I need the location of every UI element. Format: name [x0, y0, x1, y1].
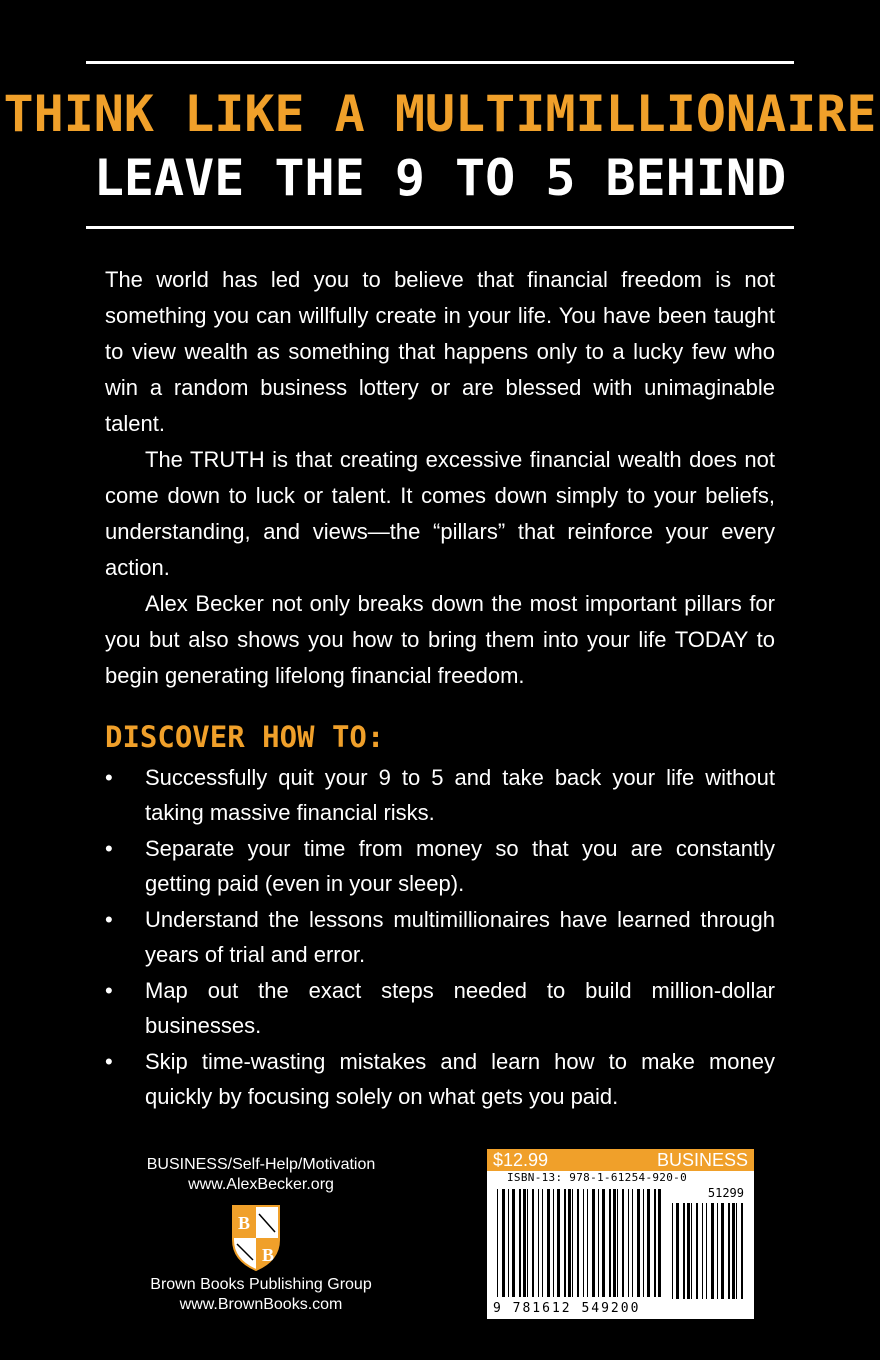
bullet-icon: •	[105, 1049, 113, 1074]
isbn-text: ISBN-13: 978-1-61254-920-0	[507, 1171, 687, 1184]
list-item-text: Understand the lessons multimillionaires have learned through years of trial and error.	[145, 907, 775, 967]
top-rule	[86, 61, 794, 64]
bottom-rule	[86, 226, 794, 229]
barcode-block	[487, 1149, 754, 1319]
list-item-text: Separate your time from money so that you are constantly getting paid (even in your sleep).	[145, 836, 775, 896]
imprint-top	[106, 1155, 416, 1195]
blurb-paragraph-3: Alex Becker not only breaks down the most important pillars for you but also shows you how to bring them into your life TODAY to begin generating lifelong financial freedom.	[105, 591, 775, 688]
logo-letter-bottom: B	[261, 1245, 275, 1265]
list-item-text: Successfully quit your 9 to 5 and take back your life without taking massive financial risks.	[145, 765, 775, 825]
list-item-text: Skip time-wasting mistakes and learn how to make money quickly by focusing solely on what gets you paid.	[145, 1049, 775, 1109]
blurb-paragraph-1: The world has led you to believe that financial freedom is not something you can willfully create in your life. You have been taught to view wealth as something that happens only to a lucky few who win a random business lottery or are blessed with unimaginable talent.	[105, 267, 775, 436]
imprint-bottom	[106, 1275, 416, 1315]
bullet-icon: •	[105, 978, 113, 1003]
ean-digits: 9 781612 549200	[493, 1301, 641, 1316]
list-item	[105, 902, 775, 972]
price-label: $12.99	[493, 1150, 549, 1170]
category-label: BUSINESS/Self-Help/Motivation	[146, 1156, 376, 1173]
bullet-icon: •	[105, 836, 113, 861]
list-item	[105, 831, 775, 901]
logo-letter-top: B	[237, 1213, 251, 1233]
blurb-paragraph-2: The TRUTH is that creating excessive financial wealth does not come down to luck or talent. It comes down simply to your beliefs, understanding, and views—the “pillars” that reinforce your every action.	[105, 447, 775, 580]
list-item	[105, 760, 775, 830]
price-strip	[487, 1149, 754, 1171]
publisher-website: www.BrownBooks.com	[179, 1296, 343, 1313]
publisher-name: Brown Books Publishing Group	[150, 1276, 372, 1293]
discover-list	[105, 760, 775, 1115]
headline-secondary: LEAVE THE 9 TO 5 BEHIND	[93, 149, 787, 207]
barcode-category: BUSINESS	[656, 1150, 748, 1170]
publisher-logo-icon	[229, 1200, 283, 1272]
headline-primary: THINK LIKE A MULTIMILLIONAIRE	[3, 85, 877, 143]
supplement-digits: 51299	[707, 1186, 744, 1200]
list-item	[105, 973, 775, 1043]
list-item-text: Map out the exact steps needed to build million-dollar businesses.	[145, 978, 775, 1038]
list-item	[105, 1044, 775, 1114]
bullet-icon: •	[105, 765, 113, 790]
bullet-icon: •	[105, 907, 113, 932]
author-website: www.AlexBecker.org	[188, 1176, 334, 1193]
barcode-icon	[487, 1187, 754, 1301]
discover-heading: DISCOVER HOW TO:	[105, 720, 385, 754]
description-blurb	[105, 262, 775, 694]
